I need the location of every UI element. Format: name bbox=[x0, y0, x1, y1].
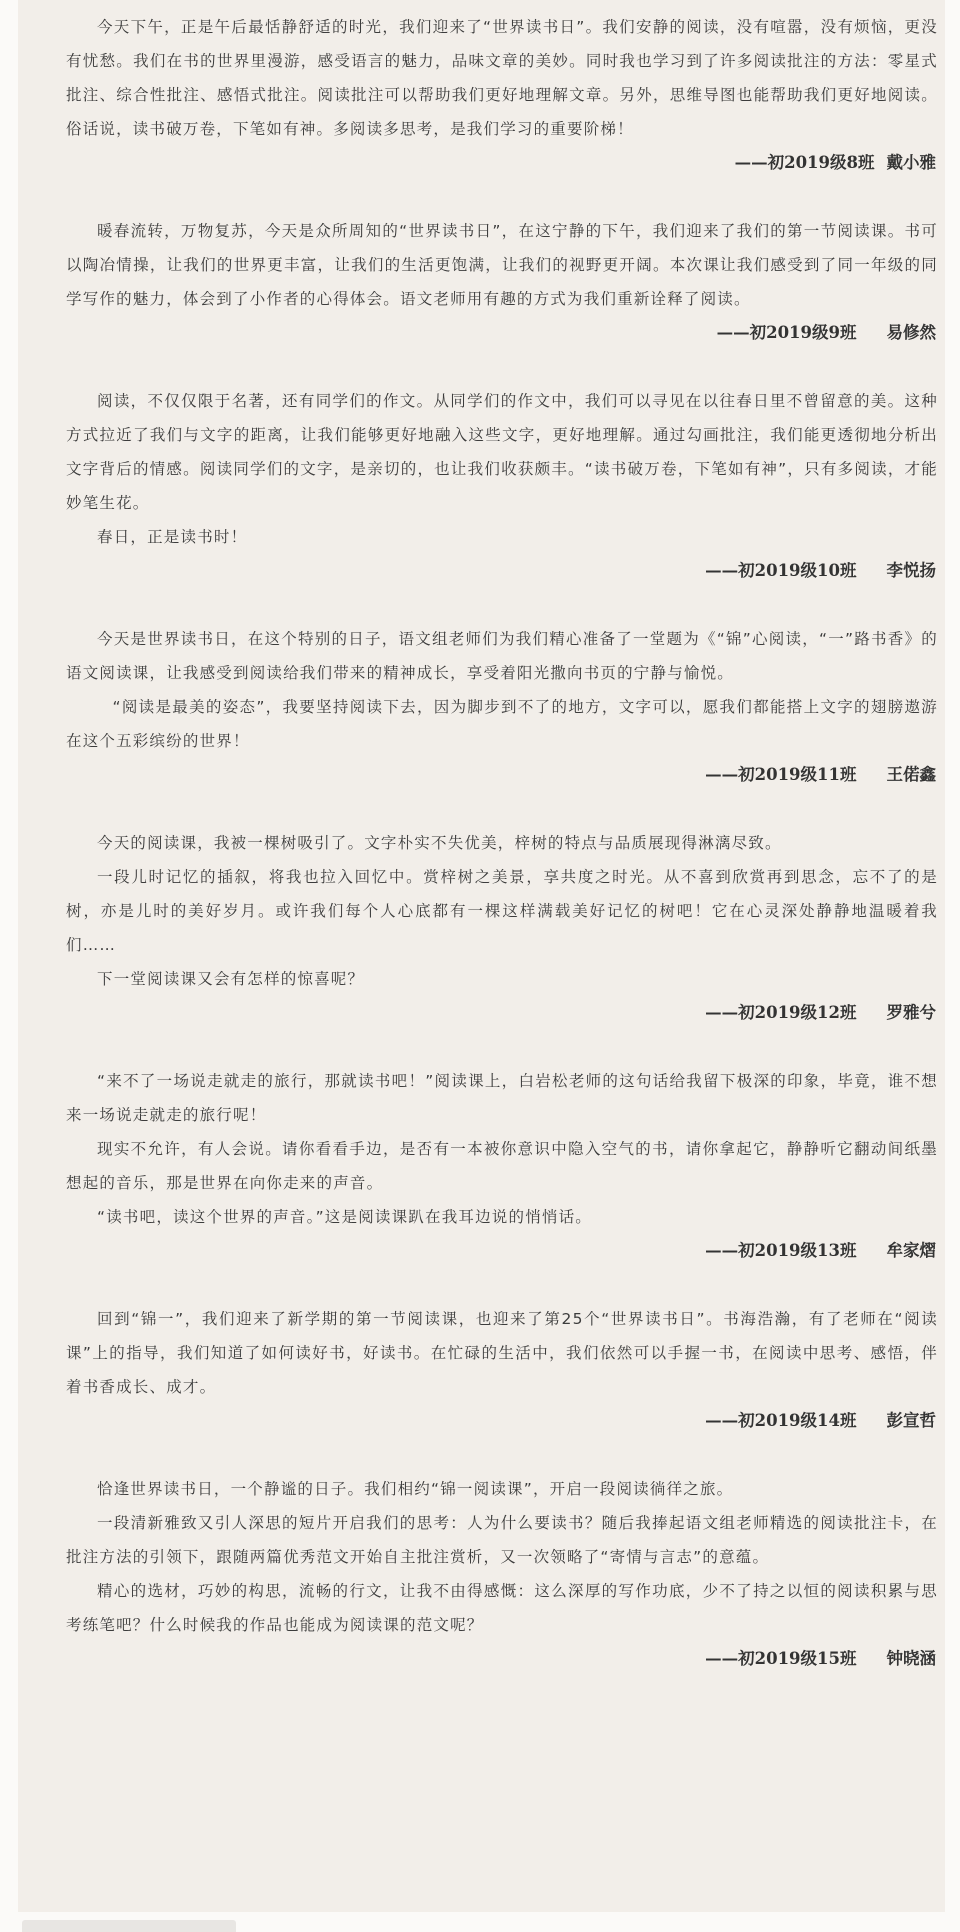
signature-class: ——初2019级9班 bbox=[716, 323, 857, 342]
signature-class: ——初2019级12班 bbox=[705, 1003, 857, 1022]
signature-name: 牟家熠 bbox=[886, 1241, 936, 1260]
reflection-paragraph: “读书吧，读这个世界的声音。”这是阅读课趴在我耳边说的悄悄话。 bbox=[97, 1208, 593, 1226]
signature-class: ——初2019级11班 bbox=[705, 765, 857, 784]
author-signature bbox=[66, 316, 938, 350]
author-signature bbox=[66, 554, 938, 588]
signature-class: ——初2019级8班 bbox=[734, 153, 875, 172]
author-signature bbox=[66, 146, 938, 180]
signature-class: ——初2019级14班 bbox=[705, 1411, 857, 1430]
reflection-paragraph: 春日，正是读书时！ bbox=[97, 528, 248, 546]
signature-name: 李悦扬 bbox=[886, 561, 936, 580]
reflection-entry bbox=[66, 214, 938, 350]
signature-name: 罗雅兮 bbox=[886, 1003, 936, 1022]
signature-class: ——初2019级15班 bbox=[705, 1649, 857, 1668]
article-content bbox=[66, 10, 938, 1676]
reflection-paragraph: 阅读，不仅仅限于名著，还有同学们的作文。从同学们的作文中，我们可以寻见在以往春日里不曾留意的美。这种方式拉近了我们与文字的距离，让我们能够更好地融入这些文字，更好地理解。通过勾画批注，我们能更透彻地分析出文字背后的情感。阅读同学们的文字，是亲切的，也让我们收获颇丰。“读书破万卷，下笔如有神”，只有多阅读，才能妙笔生花。 bbox=[66, 392, 938, 512]
reflection-paragraph: 暖春流转，万物复苏，今天是众所周知的“世界读书日”，在这宁静的下午，我们迎来了我们的第一节阅读课。书可以陶冶情操，让我们的世界更丰富，让我们的生活更饱满，让我们的视野更开阔。本次课让我们感受到了同一年级的同学写作的魅力，体会到了小作者的心得体会。语文老师用有趣的方式为我们重新诠释了阅读。 bbox=[66, 222, 938, 308]
reflection-paragraph: “来不了一场说走就走的旅行，那就读书吧！”阅读课上，白岩松老师的这句话给我留下极深的印象，毕竟，谁不想来一场说走就走的旅行呢！ bbox=[66, 1072, 938, 1124]
reflection-paragraph: 恰逢世界读书日，一个静谧的日子。我们相约“锦一阅读课”，开启一段阅读徜徉之旅。 bbox=[97, 1480, 734, 1498]
author-signature bbox=[66, 1642, 938, 1676]
author-signature bbox=[66, 1234, 938, 1268]
author-signature bbox=[66, 996, 938, 1030]
reflection-paragraph: 今天的阅读课，我被一棵树吸引了。文字朴实不失优美，梓树的特点与品质展现得淋漓尽致。 bbox=[97, 834, 782, 852]
reflection-paragraph: 一段清新雅致又引人深思的短片开启我们的思考：人为什么要读书？随后我捧起语文组老师精选的阅读批注卡，在批注方法的引领下，跟随两篇优秀范文开始自主批注赏析，又一次领略了“寄情与言志”的意蕴。 bbox=[66, 1514, 938, 1566]
reflection-entry bbox=[66, 384, 938, 588]
reflection-entry bbox=[66, 826, 938, 1030]
signature-name: 易修然 bbox=[886, 323, 936, 342]
reflection-paragraph: 下一堂阅读课又会有怎样的惊喜呢？ bbox=[97, 970, 365, 988]
reflection-paragraph: 一段儿时记忆的插叙，将我也拉入回忆中。赏梓树之美景，享共度之时光。从不喜到欣赏再到思念，忘不了的是树，亦是儿时的美好岁月。或许我们每个人心底都有一棵这样满载美好记忆的树吧！它在心灵深处静静地温暖着我们…… bbox=[66, 868, 938, 954]
reflection-paragraph: “阅读是最美的姿态”，我要坚持阅读下去，因为脚步到不了的地方，文字可以，愿我们都能搭上文字的翅膀遨游在这个五彩缤纷的世界！ bbox=[66, 698, 938, 750]
reflection-paragraph: 回到“锦一”，我们迎来了新学期的第一节阅读课，也迎来了第25个“世界读书日”。书海浩瀚，有了老师在“阅读课”上的指导，我们知道了如何读好书，好读书。在忙碌的生活中，我们依然可以手握一书，在阅读中思考、感悟，伴着书香成长、成才。 bbox=[66, 1310, 938, 1396]
signature-name: 王偌鑫 bbox=[886, 765, 936, 784]
signature-name: 彭宣哲 bbox=[886, 1411, 936, 1430]
author-signature bbox=[66, 758, 938, 792]
signature-class: ——初2019级10班 bbox=[705, 561, 857, 580]
reflection-entry bbox=[66, 10, 938, 180]
reflection-paragraph: 今天下午，正是午后最恬静舒适的时光，我们迎来了“世界读书日”。我们安静的阅读，没有喧嚣，没有烦恼，更没有忧愁。我们在书的世界里漫游，感受语言的魅力，品味文章的美妙。同时我也学习到了许多阅读批注的方法：零星式批注、综合性批注、感悟式批注。阅读批注可以帮助我们更好地理解文章。另外，思维导图也能帮助我们更好地阅读。俗话说，读书破万卷，下笔如有神。多阅读多思考，是我们学习的重要阶梯！ bbox=[66, 18, 938, 138]
reflection-entry bbox=[66, 1472, 938, 1676]
reflection-paragraph: 今天是世界读书日，在这个特别的日子，语文组老师们为我们精心准备了一堂题为《“锦”心阅读，“一”路书香》的语文阅读课，让我感受到阅读给我们带来的精神成长，享受着阳光撒向书页的宁静与愉悦。 bbox=[66, 630, 938, 682]
reflection-paragraph: 现实不允许，有人会说。请你看看手边，是否有一本被你意识中隐入空气的书，请你拿起它，静静听它翻动间纸墨想起的音乐，那是世界在向你走来的声音。 bbox=[66, 1140, 938, 1192]
signature-name: 戴小雅 bbox=[886, 153, 936, 172]
article-panel bbox=[18, 0, 945, 1912]
author-signature bbox=[66, 1404, 938, 1438]
reflection-paragraph: 精心的选材，巧妙的构思，流畅的行文，让我不由得感慨：这么深厚的写作功底，少不了持之以恒的阅读积累与思考练笔吧？什么时候我的作品也能成为阅读课的范文呢？ bbox=[66, 1582, 938, 1634]
signature-name: 钟晓涵 bbox=[886, 1649, 936, 1668]
reflection-entry bbox=[66, 622, 938, 792]
reflection-entry bbox=[66, 1302, 938, 1438]
signature-class: ——初2019级13班 bbox=[705, 1241, 857, 1260]
bottom-divider bbox=[22, 1920, 236, 1932]
reflection-entry bbox=[66, 1064, 938, 1268]
